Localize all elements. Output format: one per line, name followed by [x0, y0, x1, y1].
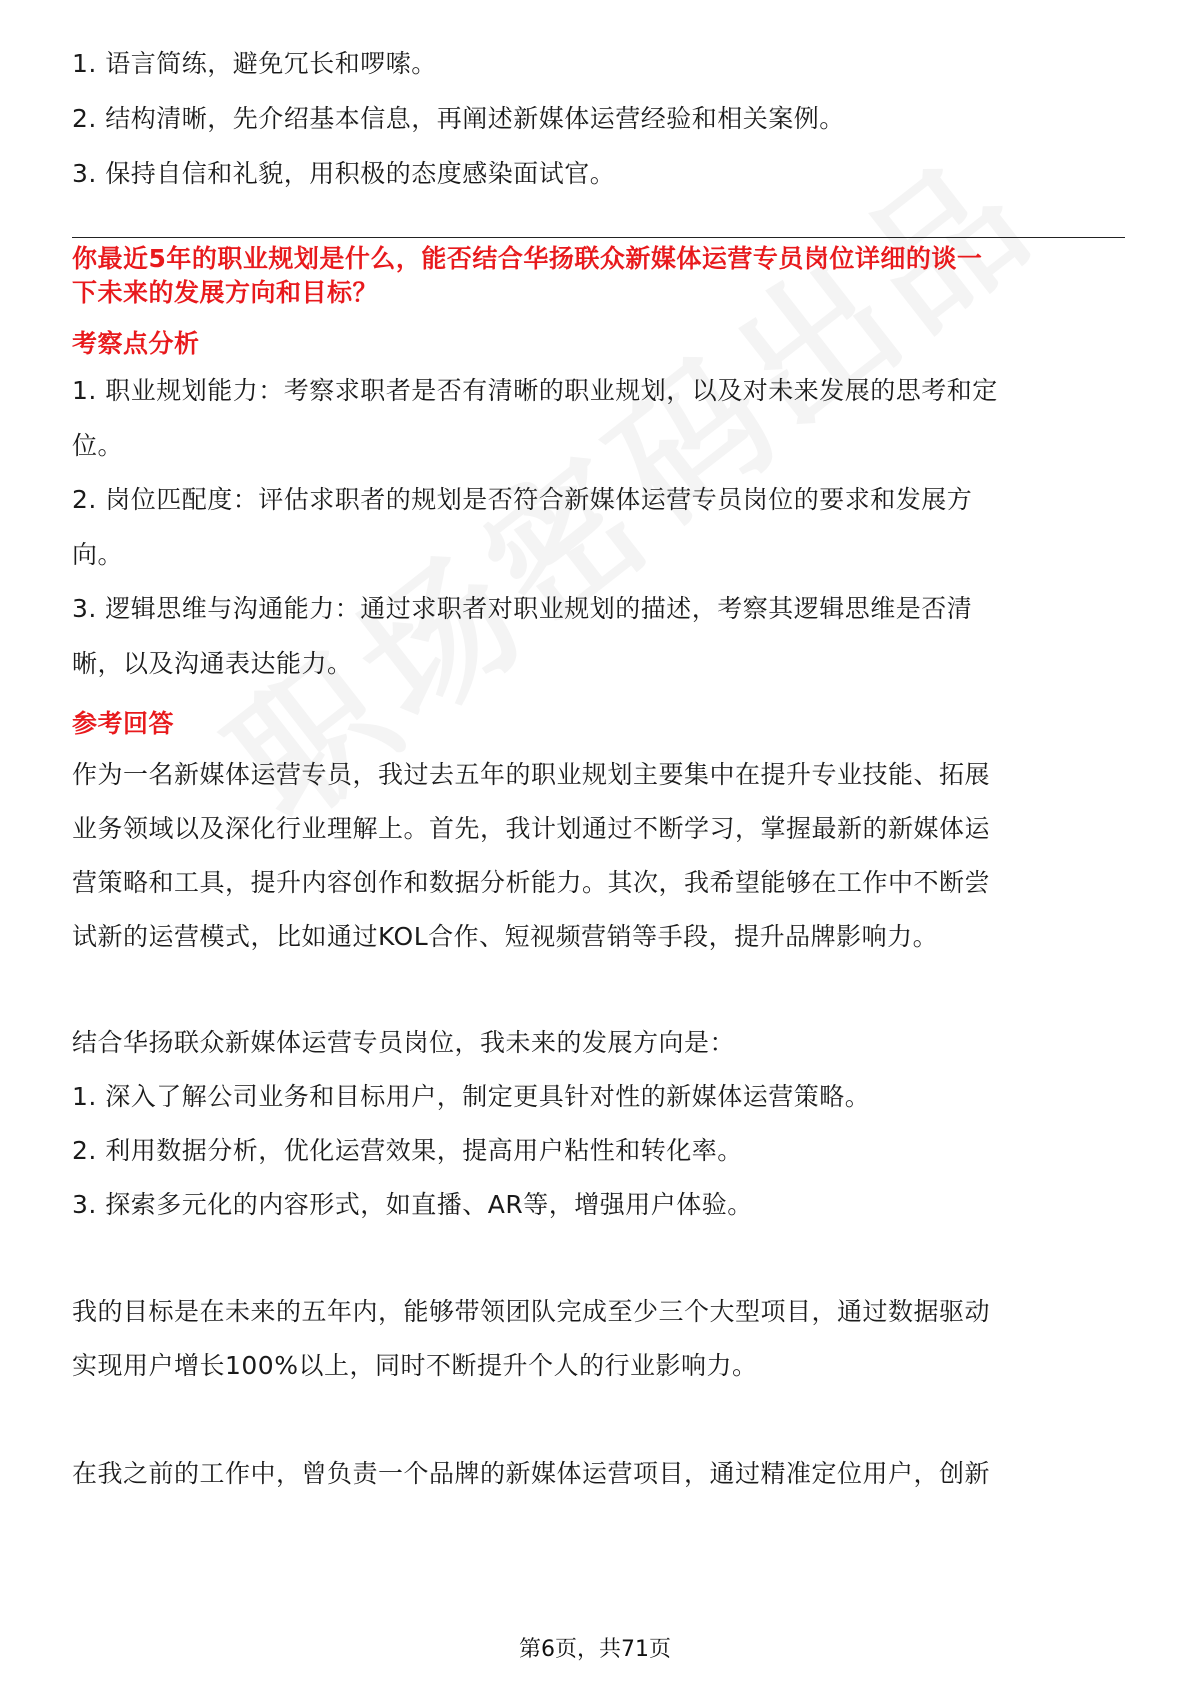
- answer-line: 我的目标是在未来的五年内，能够带领团队完成至少三个大型项目，通过数据驱动: [72, 1297, 991, 1326]
- analysis-heading: 考察点分析: [72, 329, 200, 358]
- analysis-line: 晰，以及沟通表达能力。: [72, 649, 353, 678]
- answer-line: 2. 利用数据分析，优化运营效果，提高用户粘性和转化率。: [72, 1136, 743, 1165]
- answer-line: 结合华扬联众新媒体运营专员岗位，我未来的发展方向是：: [72, 1028, 736, 1057]
- tip-item: 3. 保持自信和礼貌，用积极的态度感染面试官。: [72, 159, 616, 188]
- answer-line: 实现用户增长100%以上，同时不断提升个人的行业影响力。: [72, 1351, 758, 1380]
- watermark: [180, 99, 1069, 860]
- tip-item: 2. 结构清晰，先介绍基本信息，再阐述新媒体运营经验和相关案例。: [72, 104, 845, 133]
- answer-line: 在我之前的工作中，曾负责一个品牌的新媒体运营项目，通过精准定位用户，创新: [72, 1459, 991, 1488]
- section-divider: [72, 237, 1125, 238]
- answer-line: 试新的运营模式，比如通过KOL合作、短视频营销等手段，提升品牌影响力。: [72, 922, 939, 951]
- analysis-line: 向。: [72, 540, 124, 569]
- analysis-line: 3. 逻辑思维与沟通能力：通过求职者对职业规划的描述，考察其逻辑思维是否清: [72, 594, 973, 623]
- analysis-line: 位。: [72, 431, 124, 460]
- page-number: 第6页，共71页: [519, 1637, 671, 1662]
- answer-heading: 参考回答: [72, 709, 175, 738]
- tip-item: 1. 语言简练，避免冗长和啰嗦。: [72, 49, 437, 78]
- answer-line: 营策略和工具，提升内容创作和数据分析能力。其次，我希望能够在工作中不断尝: [72, 868, 991, 897]
- analysis-line: 2. 岗位匹配度：评估求职者的规划是否符合新媒体运营专员岗位的要求和发展方: [72, 485, 973, 514]
- answer-line: 3. 探索多元化的内容形式，如直播、AR等，增强用户体验。: [72, 1190, 753, 1219]
- question-title-cont: 下未来的发展方向和目标？: [72, 278, 379, 307]
- answer-line: 1. 深入了解公司业务和目标用户，制定更具针对性的新媒体运营策略。: [72, 1082, 871, 1111]
- answer-line: 业务领域以及深化行业理解上。首先，我计划通过不断学习，掌握最新的新媒体运: [72, 814, 991, 843]
- question-title: 你最近5年的职业规划是什么，能否结合华扬联众新媒体运营专员岗位详细的谈一: [72, 244, 983, 273]
- answer-line: 作为一名新媒体运营专员，我过去五年的职业规划主要集中在提升专业技能、拓展: [72, 760, 991, 789]
- analysis-line: 1. 职业规划能力：考察求职者是否有清晰的职业规划，以及对未来发展的思考和定: [72, 376, 998, 405]
